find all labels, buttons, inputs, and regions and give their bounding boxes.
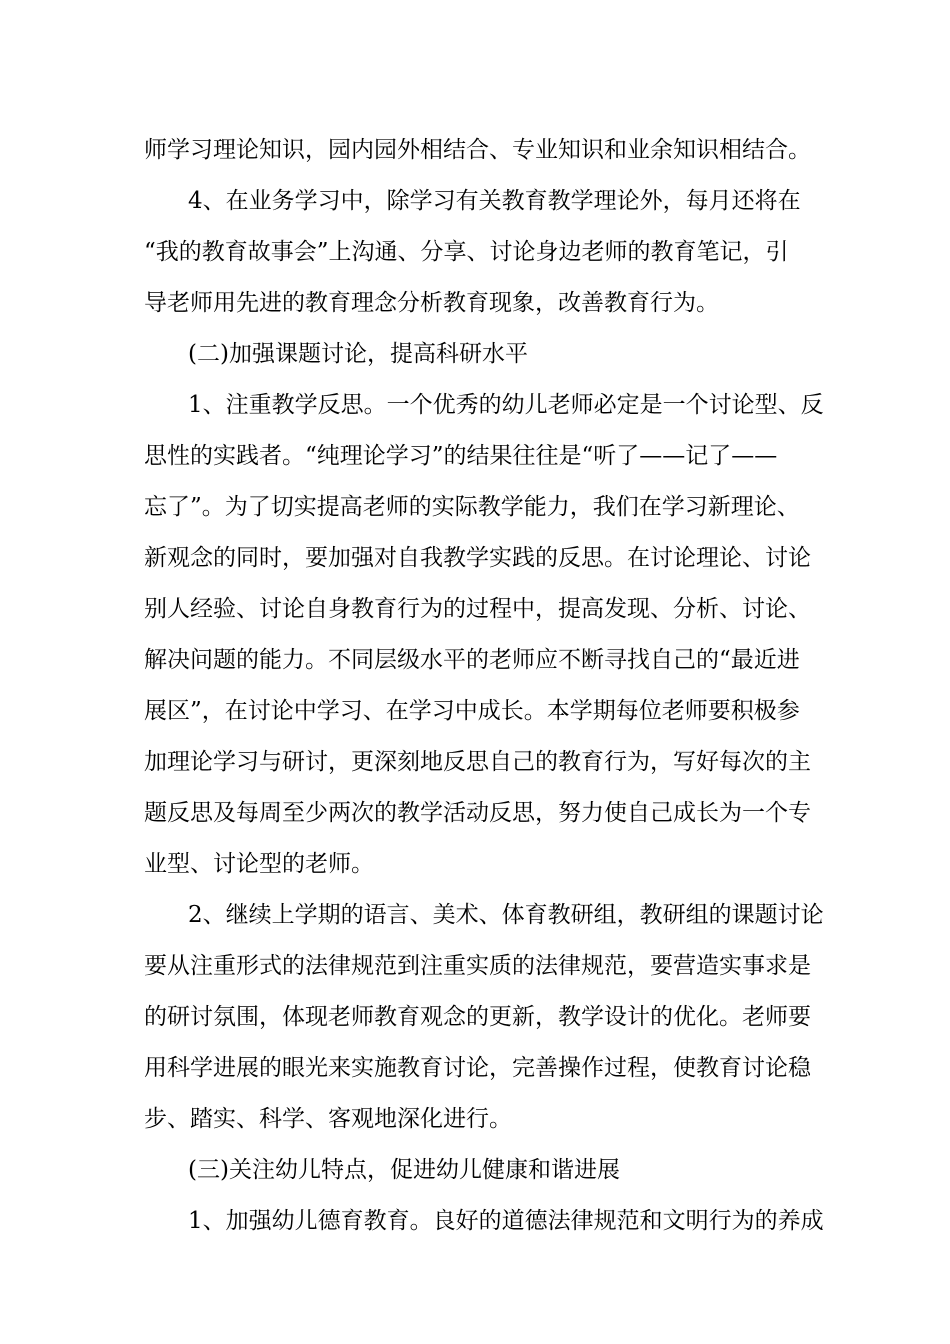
text-line: 步、踏实、科学、客观地深化进行。 [144,1106,512,1132]
text-line: 师学习理论知识，园内园外相结合、专业知识和业余知识相结合。 [144,137,811,163]
text-line: 加理论学习与研讨，更深刻地反思自己的教育行为，写好每次的主 [144,749,811,775]
section-heading-2: (二)加强课题讨论，提高科研水平 [188,341,528,367]
text-line: 用科学进展的眼光来实施教育讨论，完善操作过程，使教育讨论稳 [144,1055,811,1081]
text-line: 业型、讨论型的老师。 [144,851,374,877]
text-line: 导老师用先进的教育理念分析教育现象，改善教育行为。 [144,290,719,316]
text-line: “我的教育故事会”上沟通、分享、讨论身边老师的教育笔记，引 [144,239,789,265]
text-line: 别人经验、讨论自身教育行为的过程中，提高发现、分析、讨论、 [144,596,811,622]
text-line: 展区”，在讨论中学习、在学习中成长。本学期每位老师要积极参 [144,698,800,724]
text-line: 忘了”。为了切实提高老师的实际教学能力，我们在学习新理论、 [144,494,800,520]
paragraph-item-2: 2、继续上学期的语言、美术、体育教研组，教研组的课题讨论 [188,902,824,928]
text-line: 要从注重形式的法律规范到注重实质的法律规范，要营造实事求是 [144,953,811,979]
text-line: 新观念的同时，要加强对自我教学实践的反思。在讨论理论、讨论 [144,545,811,571]
section-heading-3: (三)关注幼儿特点，促进幼儿健康和谐进展 [188,1157,620,1183]
text-line: 的研讨氛围，体现老师教育观念的更新，教学设计的优化。老师要 [144,1004,811,1030]
paragraph-item-1: 1、加强幼儿德育教育。良好的道德法律规范和文明行为的养成 [188,1208,824,1234]
text-line: 解决问题的能力。不同层级水平的老师应不断寻找自己的“最近进 [144,647,800,673]
paragraph-item-4: 4、在业务学习中，除学习有关教育教学理论外，每月还将在 [188,188,801,214]
text-line: 思性的实践者。“纯理论学习”的结果往往是“听了——记了—— [144,443,778,469]
paragraph-item-1: 1、注重教学反思。一个优秀的幼儿老师必定是一个讨论型、反 [188,392,824,418]
text-line: 题反思及每周至少两次的教学活动反思，努力使自己成长为一个专 [144,800,811,826]
